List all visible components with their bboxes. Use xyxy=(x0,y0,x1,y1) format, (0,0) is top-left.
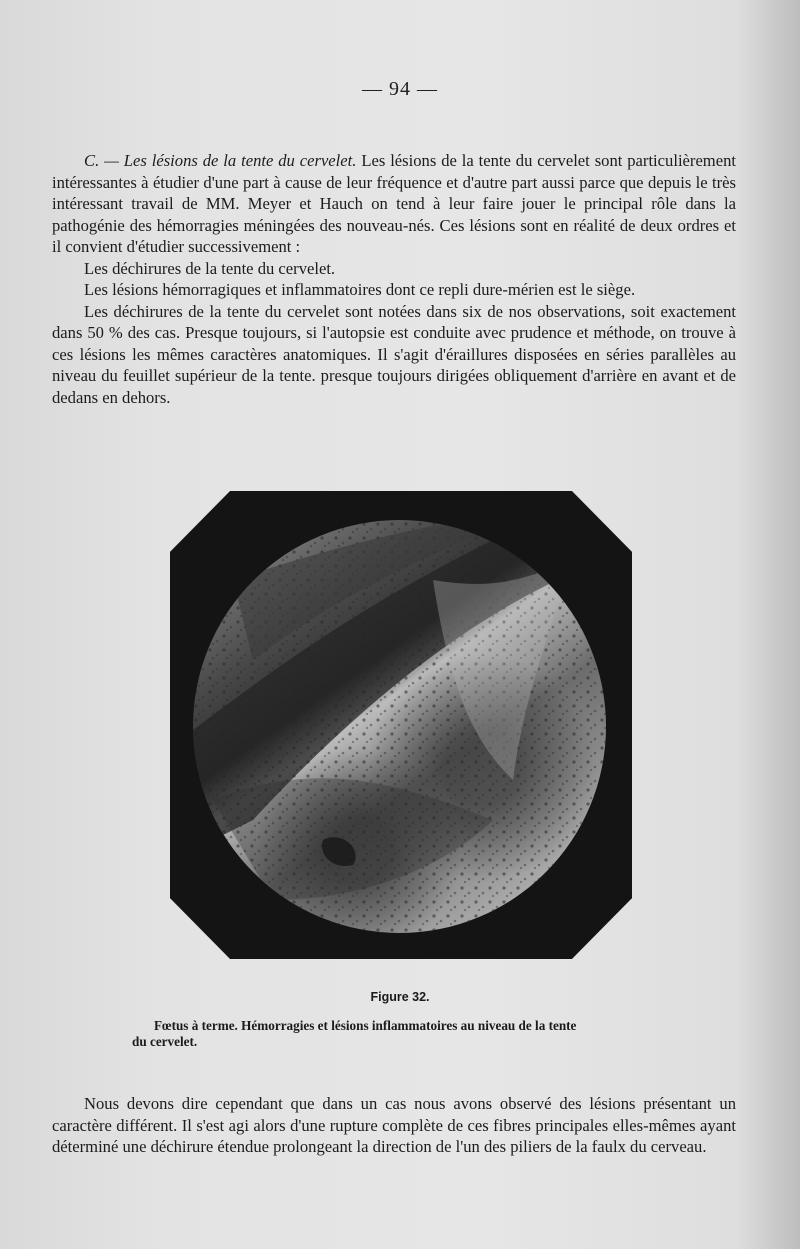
figure-caption-line-1: Fœtus à terme. Hémorragies et lésions inflammatoires au niveau de la tente xyxy=(154,1018,577,1033)
paragraph-item-tears: Les déchirures de la tente du cervelet. xyxy=(84,258,336,278)
paragraph-item-hemorrhagic: Les lésions hémorragiques et inflammatoires dont ce repli dure-mérien est le siège. xyxy=(84,280,636,299)
paragraph-conclusion: Nous devons dire cependant que dans un cas nous avons observé des lésions présentant un caractère différent. Il s'est agi alors d'une rupture complète de ces fibres principales elles-mêmes ayant déterminé une déchirure étendue prolongeant la direction de l'un des piliers de la faulx du cerveau. xyxy=(52,1094,736,1156)
micrograph-image xyxy=(193,520,606,933)
text-block-bottom xyxy=(52,1093,736,1158)
paragraph-intro xyxy=(52,150,736,258)
page-number: — 94 — xyxy=(362,78,438,100)
text-block-top xyxy=(52,150,736,408)
paragraph-intro-text: Les lésions de la tente du cervelet sont particulièrement intéressantes à étudier d'une part à cause de leur fréquence et d'autre part aussi parce que depuis le très intéressant travail de MM. Meyer et Hauch on tend à leur faire jouer le principal rôle dans la pathogénie des hémorragies méningées des nouveau-nés. Ces lésions sont en réalité de deux ordres et il convient d'étudier successivement : xyxy=(52,151,736,256)
paragraph-tears-detail: Les déchirures de la tente du cervelet sont notées dans six de nos observations, soit exactement dans 50 % des cas. Presque toujours, si l'autopsie est conduite avec prudence et méthode, on trouve à ces lésions les mêmes caractères anatomiques. Il s'agit d'éraillures disposées en séries parallèles au niveau du feuillet supérieur de la tente. presque toujours dirigées obliquement d'arrière en avant et de dedans en dehors. xyxy=(52,301,736,407)
section-heading: C. — Les lésions de la tente du cervelet. xyxy=(84,151,357,170)
figure-caption-line-2: du cervelet. xyxy=(132,1034,198,1049)
figure-label: Figure 32. xyxy=(370,990,430,1004)
figure-caption xyxy=(132,1018,672,1050)
